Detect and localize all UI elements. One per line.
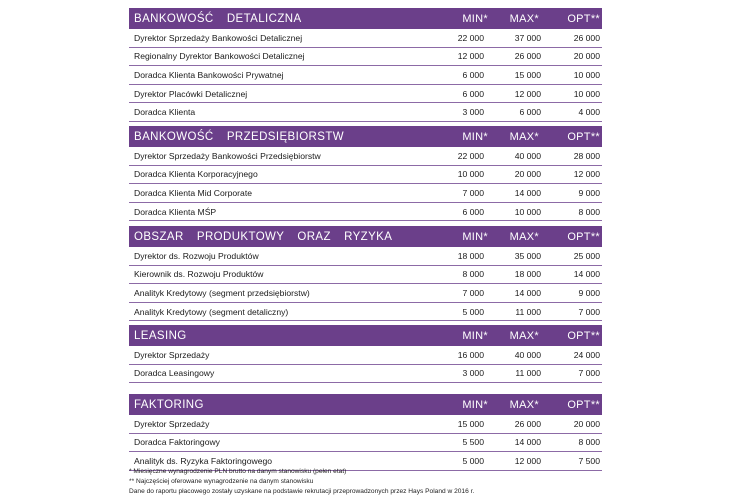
section-title: OBSZAR PRODUKTOWY ORAZ RYZYKA [134, 230, 393, 243]
section-title: FAKTORING [134, 398, 204, 411]
salary-opt: 9 000 [578, 287, 600, 298]
salary-opt: 20 000 [573, 51, 600, 62]
salary-opt: 26 000 [573, 32, 600, 43]
section-header [129, 226, 602, 247]
table-row [129, 48, 602, 67]
section-title: LEASING [134, 329, 187, 342]
salary-opt: 10 000 [573, 88, 600, 99]
footnote-monthly-gross: * Miesięczne wynagrodzenie PLN brutto na danym stanowisku (pełen etat) [129, 468, 347, 475]
position-name: Analityk Kredytowy (segment przedsiębiorstw) [134, 287, 310, 298]
table-section [129, 226, 602, 321]
column-header-min: MIN* [462, 398, 488, 411]
salary-min: 5 000 [462, 306, 484, 317]
table-row [129, 166, 602, 185]
column-header-max: MAX* [509, 329, 539, 342]
column-header-opt: OPT** [567, 230, 600, 243]
column-header-max: MAX* [509, 130, 539, 143]
column-header-opt: OPT** [567, 12, 600, 25]
footnote-most-offered: ** Najczęściej oferowane wynagrodzenie na danym stanowisku [129, 478, 314, 485]
position-name: Doradca Faktoringowy [134, 437, 220, 448]
salary-min: 7 000 [462, 187, 484, 198]
table-row [129, 303, 602, 322]
position-name: Doradca Klienta MŚP [134, 206, 217, 217]
salary-opt: 7 500 [578, 455, 600, 466]
position-name: Analityk ds. Ryzyka Faktoringowego [134, 455, 273, 466]
position-name: Analityk Kredytowy (segment detaliczny) [134, 306, 289, 317]
salary-max: 12 000 [514, 88, 541, 99]
salary-opt: 10 000 [573, 69, 600, 80]
footnotes [129, 467, 474, 497]
salary-opt: 14 000 [573, 269, 600, 280]
salary-opt: 4 000 [578, 107, 600, 118]
section-header [129, 126, 602, 147]
table-row [129, 203, 602, 222]
salary-opt: 20 000 [573, 418, 600, 429]
table-row [129, 284, 602, 303]
section-header [129, 394, 602, 415]
position-name: Doradca Klienta Korporacyjnego [134, 169, 258, 180]
table-section [129, 8, 602, 122]
salary-opt: 7 000 [578, 306, 600, 317]
section-header [129, 325, 602, 346]
salary-min: 22 000 [457, 150, 484, 161]
salary-opt: 12 000 [573, 169, 600, 180]
salary-max: 12 000 [514, 455, 541, 466]
salary-max: 26 000 [514, 51, 541, 62]
column-header-opt: OPT** [567, 329, 600, 342]
table-row [129, 247, 602, 266]
position-name: Dyrektor Sprzedaży Bankowości Detalicznej [134, 32, 303, 43]
position-name: Regionalny Dyrektor Bankowości Detalicznej [134, 51, 305, 62]
salary-max: 35 000 [514, 250, 541, 261]
table-section [129, 126, 602, 221]
salary-min: 5 000 [462, 455, 484, 466]
salary-max: 26 000 [514, 418, 541, 429]
position-name: Doradca Leasingowy [134, 368, 215, 379]
column-header-min: MIN* [462, 329, 488, 342]
table-row [129, 346, 602, 365]
section-title: BANKOWOŚĆ PRZEDSIĘBIORSTW [134, 130, 345, 143]
salary-max: 10 000 [514, 206, 541, 217]
table-row [129, 66, 602, 85]
column-header-min: MIN* [462, 230, 488, 243]
column-header-opt: OPT** [567, 130, 600, 143]
position-name: Dyrektor Sprzedaży Bankowości Przedsiębiorstw [134, 150, 321, 161]
table-row [129, 266, 602, 285]
salary-min: 7 000 [462, 287, 484, 298]
salary-min: 16 000 [457, 349, 484, 360]
column-header-max: MAX* [509, 398, 539, 411]
salary-max: 18 000 [514, 269, 541, 280]
salary-min: 5 500 [462, 437, 484, 448]
salary-min: 15 000 [457, 418, 484, 429]
table-section [129, 394, 602, 471]
position-name: Dyrektor Sprzedaży [134, 418, 210, 429]
column-header-min: MIN* [462, 12, 488, 25]
position-name: Dyrektor ds. Rozwoju Produktów [134, 250, 259, 261]
column-header-max: MAX* [509, 230, 539, 243]
table-section [129, 325, 602, 383]
salary-min: 3 000 [462, 107, 484, 118]
salary-opt: 8 000 [578, 437, 600, 448]
salary-opt: 7 000 [578, 368, 600, 379]
position-name: Dyrektor Sprzedaży [134, 349, 210, 360]
salary-min: 12 000 [457, 51, 484, 62]
salary-opt: 25 000 [573, 250, 600, 261]
salary-opt: 28 000 [573, 150, 600, 161]
salary-max: 14 000 [514, 287, 541, 298]
salary-opt: 24 000 [573, 349, 600, 360]
column-header-opt: OPT** [567, 398, 600, 411]
salary-max: 6 000 [519, 107, 541, 118]
position-name: Dyrektor Placówki Detalicznej [134, 88, 248, 99]
footnote-data-source: Dane do raportu płacowego zostały uzyskane na podstawie rekrutacji przeprowadzonych przez Hays Poland w 2016 r. [129, 488, 475, 495]
section-header [129, 8, 602, 29]
salary-opt: 8 000 [578, 206, 600, 217]
salary-min: 8 000 [462, 269, 484, 280]
table-row [129, 434, 602, 453]
salary-min: 6 000 [462, 69, 484, 80]
salary-min: 3 000 [462, 368, 484, 379]
salary-min: 18 000 [457, 250, 484, 261]
salary-max: 15 000 [514, 69, 541, 80]
salary-max: 37 000 [514, 32, 541, 43]
column-header-min: MIN* [462, 130, 488, 143]
table-row [129, 415, 602, 434]
position-name: Doradca Klienta Bankowości Prywatnej [134, 69, 284, 80]
salary-max: 20 000 [514, 169, 541, 180]
salary-max: 14 000 [514, 437, 541, 448]
table-row [129, 85, 602, 104]
position-name: Doradca Klienta [134, 107, 196, 118]
column-header-max: MAX* [509, 12, 539, 25]
salary-max: 14 000 [514, 187, 541, 198]
salary-min: 6 000 [462, 206, 484, 217]
salary-min: 22 000 [457, 32, 484, 43]
section-title: BANKOWOŚĆ DETALICZNA [134, 12, 302, 25]
salary-opt: 9 000 [578, 187, 600, 198]
salary-min: 6 000 [462, 88, 484, 99]
position-name: Kierownik ds. Rozwoju Produktów [134, 269, 264, 280]
salary-max: 40 000 [514, 349, 541, 360]
table-row [129, 147, 602, 166]
position-name: Doradca Klienta Mid Corporate [134, 187, 252, 198]
table-row [129, 184, 602, 203]
salary-max: 11 000 [515, 368, 541, 379]
table-row [129, 29, 602, 48]
salary-max: 40 000 [514, 150, 541, 161]
table-row [129, 103, 602, 122]
salary-min: 10 000 [457, 169, 484, 180]
table-row [129, 365, 602, 384]
salary-max: 11 000 [515, 306, 541, 317]
